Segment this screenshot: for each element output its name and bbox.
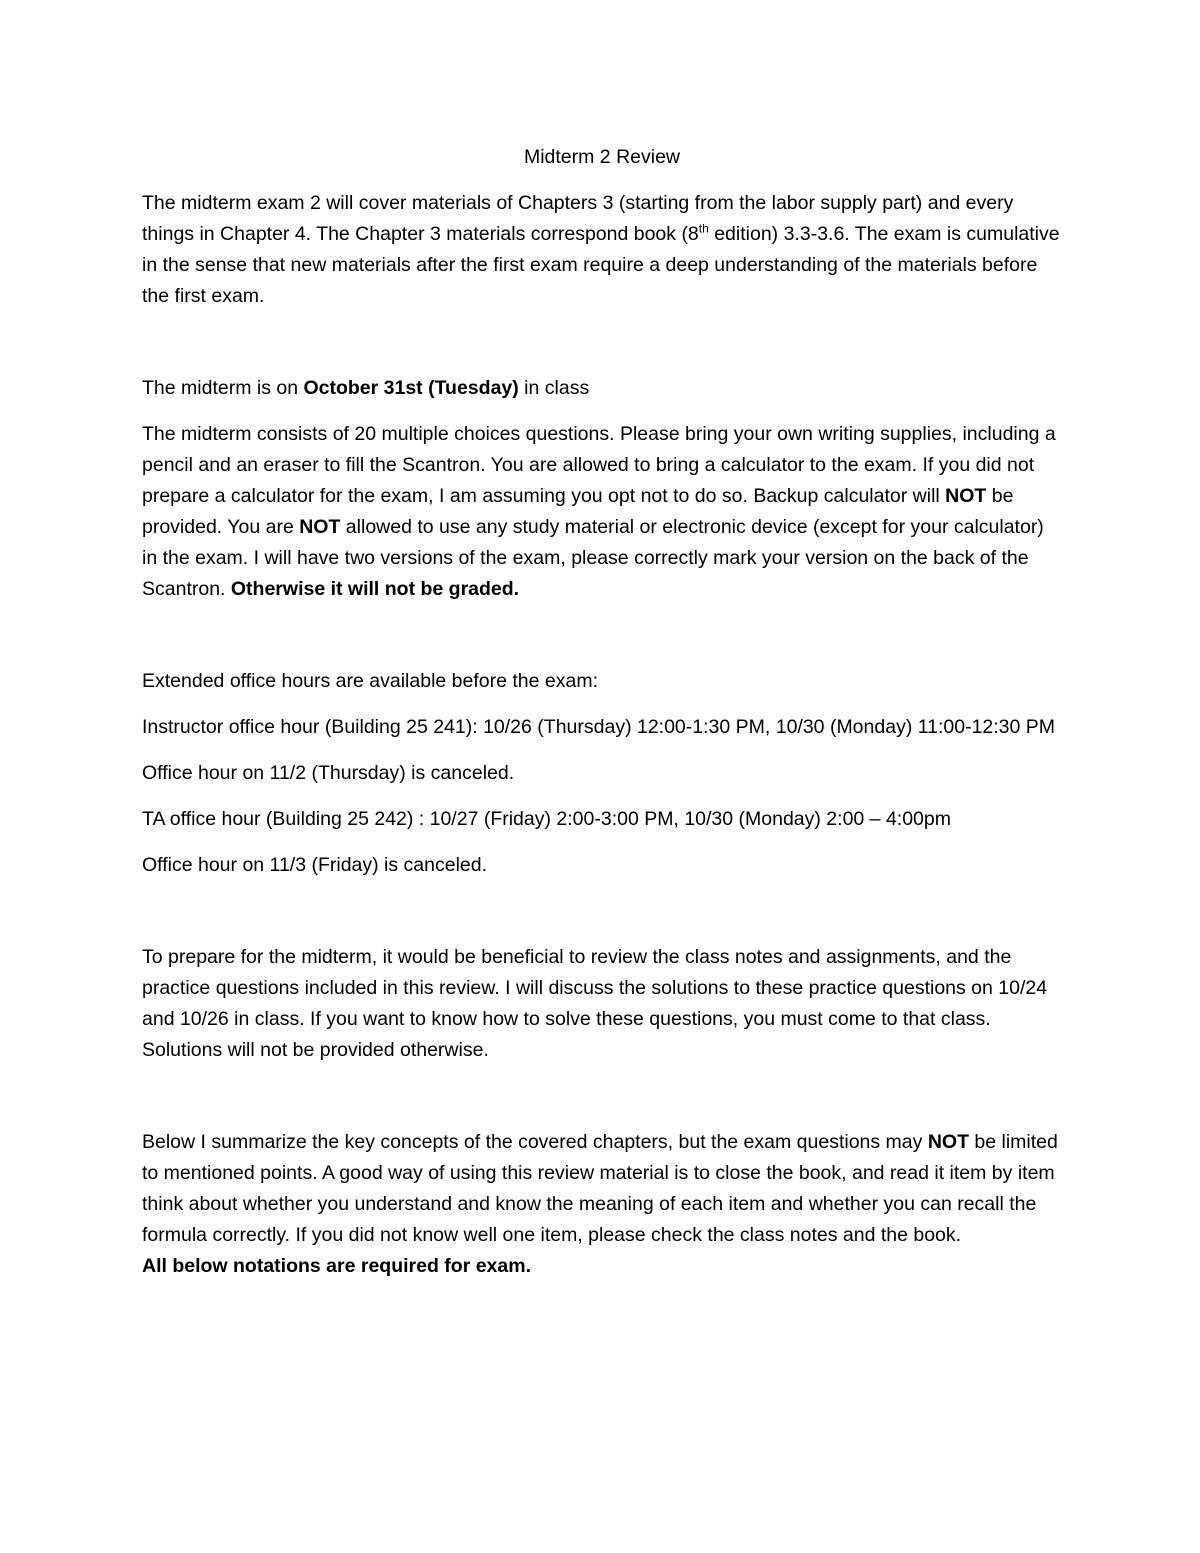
summary-text-1: Below I summarize the key concepts of the covered chapters, but the exam questions may: [142, 1131, 928, 1153]
intro-text-1: The midterm exam 2 will cover materials of Chapters 3 (starting from the labor supply part) and every things in Chapter 4. The Chapter 3 materials correspond book (8: [142, 192, 1014, 245]
notations-required-note: All below notations are required for exam.: [142, 1255, 532, 1277]
office-hours-heading: Extended office hours are available before the exam:: [142, 670, 599, 692]
intro-text-2: edition) 3.3-3.6. The exam is cumulative in the sense that new materials after the first exam require a deep understanding of the materials before the first exam.: [142, 223, 1060, 307]
summary-paragraph: [142, 1127, 1062, 1282]
rules-text-3: allowed to use any study material or electronic device (except for your calculator) in the exam. I will have two versions of the exam, please correctly mark your version on the back of the Scantron.: [142, 516, 1044, 600]
ta-cancel-note: Office hour on 11/3 (Friday) is canceled.: [142, 854, 488, 876]
exam-date-suffix: in class: [518, 377, 590, 399]
spacer: [142, 327, 1062, 373]
rules-text-1: The midterm consists of 20 multiple choices questions. Please bring your own writing supplies, including a pencil and an eraser to fill the Scantron. You are allowed to bring a calculator to the exam. If you did not prepare a calculator for the exam, I am assuming you opt not to do so. Backup calculator will: [142, 423, 1056, 507]
intro-paragraph: [142, 188, 1062, 312]
spacer: [142, 896, 1062, 942]
summary-text-2: be limited to mentioned points. A good way of using this review material is to close the book, and read it item by item think about whether you understand and know the meaning of each item and whether you can recall the formula correctly. If you did not know well one item, please check the class notes and the book.: [142, 1131, 1058, 1246]
rules-text-2: be provided. You are: [142, 485, 1014, 538]
document-body: [142, 142, 1062, 1297]
document-title: Midterm 2 Review: [523, 146, 681, 168]
preparation-paragraph: To prepare for the midterm, it would be beneficial to review the class notes and assignments, and the practice questions included in this review. I will discuss the solutions to these practice questions on 10/24 and 10/26 in class. If you want to know how to solve these questions, you must come to that class. Solutions will not be provided otherwise.: [142, 946, 1048, 1061]
spacer: [142, 1081, 1062, 1127]
exam-rules-paragraph: [142, 419, 1062, 605]
rules-warning: Otherwise it will not be graded.: [230, 578, 520, 600]
rules-not-1: NOT: [945, 485, 987, 507]
instructor-office-hours: Instructor office hour (Building 25 241): 10/26 (Thursday) 12:00-1:30 PM, 10/30 (Monday) 11:00-12:30 PM: [142, 716, 1056, 738]
ta-office-hours: TA office hour (Building 25 242) : 10/27 (Friday) 2:00-3:00 PM, 10/30 (Monday) 2:00 – 4:00pm: [142, 808, 951, 830]
exam-date-prefix: The midterm is on: [142, 377, 304, 399]
rules-not-2: NOT: [299, 516, 341, 538]
instructor-cancel-note: Office hour on 11/2 (Thursday) is canceled.: [142, 762, 515, 784]
edition-superscript: th: [698, 221, 709, 236]
summary-not: NOT: [927, 1131, 969, 1153]
exam-date-paragraph: [142, 373, 1062, 404]
spacer: [142, 620, 1062, 666]
exam-date: October 31st (Tuesday): [303, 377, 519, 399]
